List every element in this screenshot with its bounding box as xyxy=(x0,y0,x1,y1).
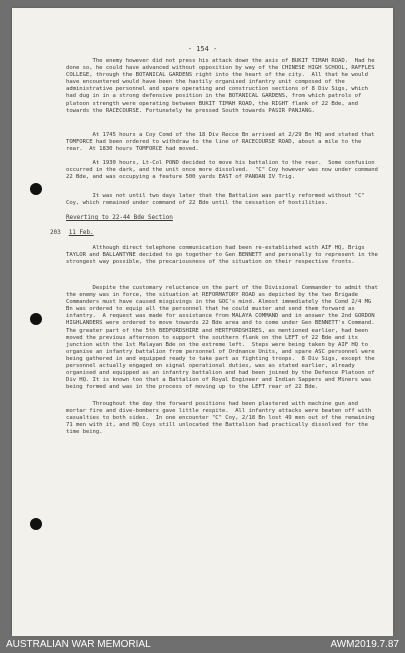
punch-hole xyxy=(30,183,42,195)
footer-catalogue-id: AWM2019.7.87 xyxy=(330,639,399,650)
body-paragraph: Although direct telephone communication had been re-established with AIF HQ, Brigs TAYLOR and BALLANTYNE decided to go together to Gen BENNETT and personally to represent in the strongest way possible, the precariousness of the situation on their respective fronts. xyxy=(66,245,382,266)
body-paragraph: Despite the customary reluctance on the part of the Divisional Commander to admit that the enemy was in force, the situation at REFORMATORY ROAD as depicted by the two Brigade Commanders must have caused misgivings in the GOC's mind. Almost immediately the Comd 2/4 MG Bn was ordered to equip all the personnel that he could muster and send them forward as infantry. A request was made for assistance from MALAYA COMMAND and in answer the 2nd GORDON HIGHLANDERS were ordered to move towards 22 Bde area and to come under Gen BENNETT's Command. The greater part of the 5th BEDFORDSHIRE and HERTFORDSHIRES, as mentioned earlier, had been moved the previous afternoon to support the southern flank on the LEFT of 22 Bde and its junction with the 1st Malayan Bde on the extreme left. Steps were being taken by AIF HQ to organise an infantry battalion from personnel of Ordnance Units, and spare ASC personnel were being gathered in and equipped ready to take part as fighting troops. 8 Div Sigs, except the personnel actually engaged on signal operational duties, was as stated earlier, already organised and equipped as an infantry battalion and had been joined by the Defence Platoon of Div HQ. It is known too that a Battalion of Royal Engineer and Indian Sappers and Miners was being formed and was in the process of moving up to the LEFT rear of 22 Bde. xyxy=(66,285,382,391)
body-paragraph: At 1930 hours, Lt-Col POND decided to move his battalion to the rear. Some confusion occurred in the dark, and the unit once more dissolved. "C" Coy however was now under command 22 Bde, and was occupying a feature 500 yards EAST of PANDAN IV Trig. xyxy=(66,160,382,181)
punch-hole xyxy=(30,313,42,325)
section-heading: Reverting to 22-44 Bde Section xyxy=(66,214,173,221)
body-paragraph: The enemy however did not press his attack down the axis of BUKIT TIMAH ROAD. Had he done so, he could have advanced without opposition by way of the CHINESE HIGH SCHOOL, RAFFLES COLLEGE, through the BOTANICAL GARDENS right into the heart of the city. All that he would have encountered would have been the hastily organised infantry unit composed of the administrative personnel and spare operating and construction sections of 8 Div Sigs, which had dug in in a strong defensive position in the BOTANICAL GARDENS, from which patrols of platoon strength were operating between BUKIT TIMAH ROAD, the RIGHT flank of 22 Bde, and towards the RACECOURSE. Fortunately he pressed South towards PASIR PANJANG. xyxy=(66,58,378,114)
body-paragraph: At 1745 hours a Coy Comd of the 18 Div Recce Bn arrived at 2/29 Bn HQ and stated that TOMFORCE had been ordered to withdraw to the line of RACECOURSE ROAD, about a mile to the rear. At 1830 hours TOMFORCE had moved. xyxy=(66,132,378,153)
date-day: 203 xyxy=(50,229,61,236)
body-paragraph: It was not until two days later that the Battalion was partly reformed without "C" Coy, which remained under command of 22 Bde until the cessation of hostilities. xyxy=(66,193,368,207)
archive-footer xyxy=(0,636,405,653)
date-line xyxy=(50,229,362,237)
footer-institution: AUSTRALIAN WAR MEMORIAL xyxy=(6,639,151,650)
document-page xyxy=(12,8,393,636)
date-month: 11 Feb. xyxy=(68,229,94,236)
body-paragraph: Throughout the day the forward positions had been plastered with machine gun and mortar fire and dive-bombers gave little respite. All infantry attacks were beaten off with casualties to both sides. In one encounter "C" Coy, 2/18 Bn lost 49 men out of the remaining 71 men with it, and HQ Coys still unlocated the Battalion had practically dissolved for the time being. xyxy=(66,401,378,436)
page-number: - 154 - xyxy=(187,45,218,53)
punch-hole xyxy=(30,518,42,530)
